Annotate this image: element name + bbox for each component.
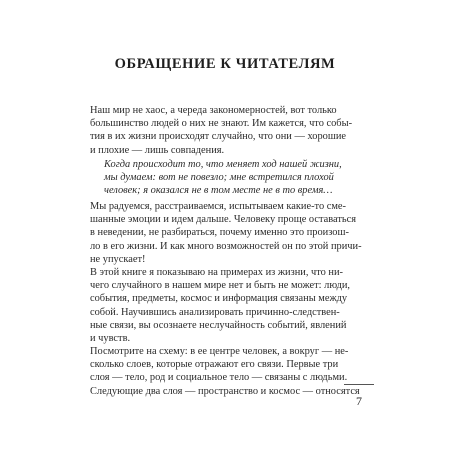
paragraph-line: чего случайного в нашем мире нет и быть не может: люди, — [90, 280, 351, 292]
quote-line: Когда происходит то, что меняет ход нашей жизни, — [104, 159, 342, 170]
folio-rule — [344, 384, 374, 385]
paragraph-line: и плохие — лишь совпадения. — [90, 144, 225, 156]
paragraph-line: шанные эмоции и идем дальше. Человеку проще оставаться — [90, 214, 357, 226]
paragraph-line: сколько слоев, которые отражают его связи. Первые три — [90, 359, 339, 371]
paragraph-line: ло в его жизни. И как много возможностей он по этой причи- — [90, 240, 362, 252]
quote-line: человек; я оказался не в том месте не в то время… — [104, 185, 333, 197]
paragraph-line: В этой книге я показываю на примерах из жизни, что ни- — [90, 267, 344, 278]
chapter-title: ОБРАЩЕНИЕ К ЧИТАТЕЛЯМ — [114, 56, 336, 72]
paragraph-line: большинство людей о них не знают. Им кажется, что собы- — [90, 118, 353, 130]
page-number: 7 — [356, 394, 362, 408]
paragraph-line: в неведении, не разбираться, почему именно это произош- — [90, 227, 349, 239]
paragraph-line: Наш мир не хаос, а череда закономерностей, вот только — [90, 105, 337, 116]
paragraph-line: и чувств. — [90, 333, 131, 344]
paragraph-line: слоя — тело, род и социальное тело — связаны с людьми. — [90, 372, 348, 384]
paragraph-line: ные связи, вы осознаете неслучайность событий, явлений — [90, 319, 347, 331]
paragraph-line: Следующие два слоя — пространство и космос — относятся — [90, 385, 360, 397]
paragraph-line: тия в их жизни происходят случайно, что они — хорошие — [90, 131, 347, 143]
paragraph-line: Посмотрите на схему: в ее центре человек, а вокруг — не- — [90, 346, 349, 357]
paragraph-line: события, предметы, космос и информация связаны между — [90, 293, 348, 305]
paragraph-line: не упускает! — [90, 253, 146, 265]
quote-line: мы думаем: вот не повезло; мне встретился плохой — [104, 172, 334, 184]
paragraph-line: Мы радуемся, расстраиваемся, испытываем какие-то сме- — [90, 201, 347, 212]
paragraph-line: собой. Научившись анализировать причинно-следствен- — [90, 306, 340, 318]
